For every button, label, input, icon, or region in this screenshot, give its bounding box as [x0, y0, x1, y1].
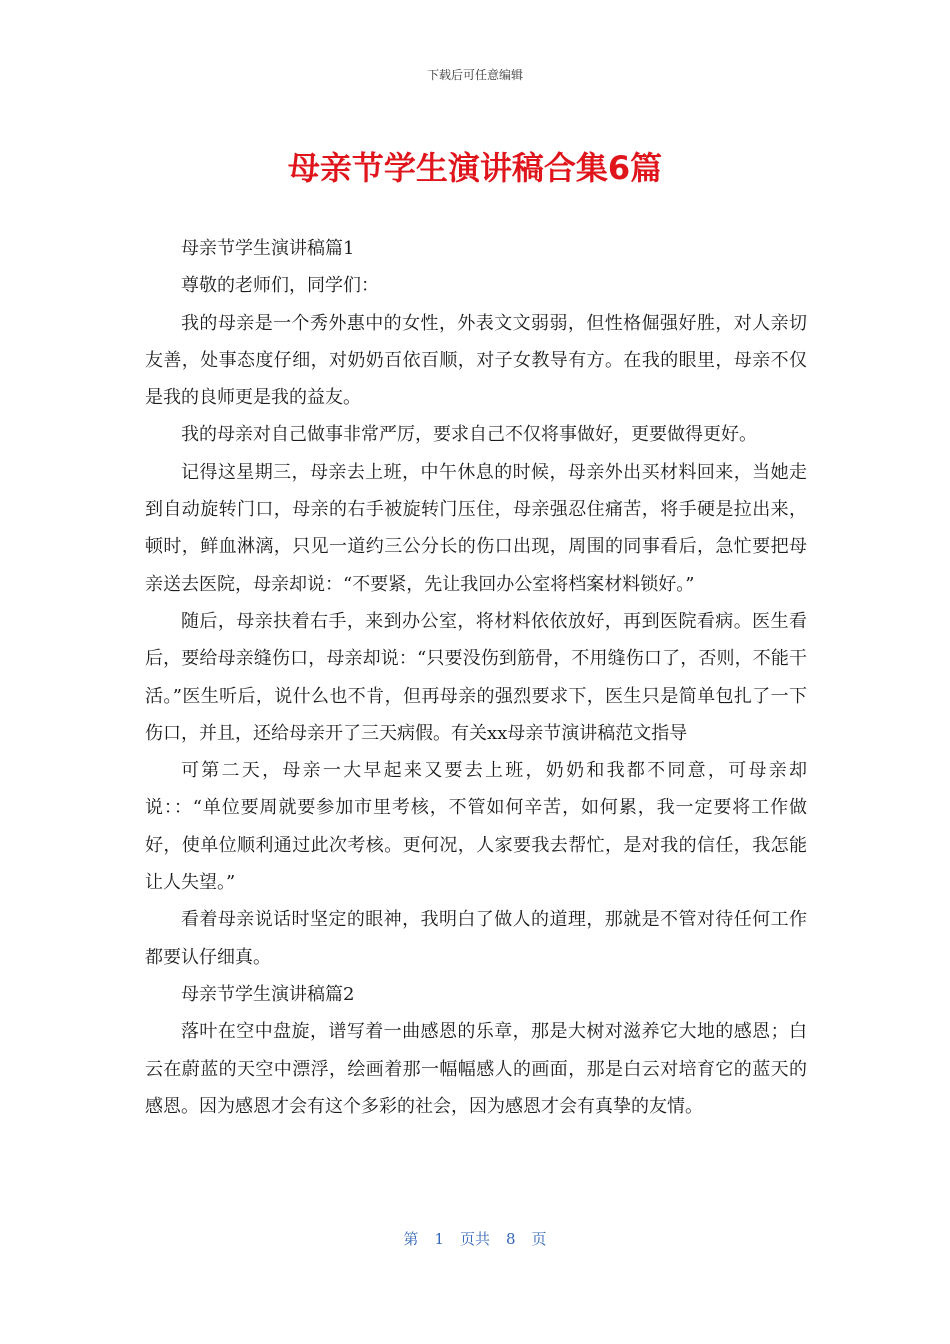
- footer-page-end: 页: [531, 1230, 547, 1248]
- body-paragraph: 可第二天，母亲一大早起来又要去上班，奶奶和我都不同意，可母亲却说：：“单位要周就要参加市里考核，不管如何辛苦，如何累，我一定要将工作做好，使单位顺利通过此次考核。更何况，人家要我去帮忙，是对我的信任，我怎能让人失望。”: [145, 760, 807, 894]
- document-title: 母亲节学生演讲稿合集6篇: [287, 149, 663, 187]
- body-paragraph: 我的母亲对自己做事非常严厉，要求自己不仅将事做好，更要做得更好。: [181, 424, 757, 446]
- page-footer: [0, 1228, 950, 1249]
- body-paragraph: 随后，母亲扶着右手，来到办公室，将材料依依放好，再到医院看病。医生看后，要给母亲缝伤口，母亲却说：“只要没伤到筋骨，不用缝伤口了，否则，不能干活。”医生听后，说什么也不肯，但再母亲的强烈要求下，医生只是简单包扎了一下伤口，并且，还给母亲开了三天病假。有关xx母亲节演讲稿范文指导: [145, 610, 807, 744]
- footer-page-label: 第: [403, 1230, 419, 1248]
- section-heading-2: 母亲节学生演讲稿篇2: [181, 983, 355, 1005]
- footer-page-total: 8: [506, 1230, 516, 1248]
- salutation: 尊敬的老师们，同学们：: [181, 275, 379, 297]
- body-paragraph: 看着母亲说话时坚定的眼神，我明白了做人的道理，那就是不管对待任何工作都要认仔细真。: [145, 909, 807, 968]
- body-paragraph: 落叶在空中盘旋，谱写着一曲感恩的乐章，那是大树对滋养它大地的感恩；白云在蔚蓝的天空中漂浮，绘画着那一幅幅感人的画面，那是白云对培育它的蓝天的感恩。因为感恩才会有这个多彩的社会，因为感恩才会有真挚的友情。: [145, 1021, 807, 1117]
- header-note: 下载后可任意编辑: [426, 68, 523, 82]
- footer-page-mid: 页共: [459, 1230, 490, 1248]
- body-paragraph: 记得这星期三，母亲去上班，中午休息的时候，母亲外出买材料回来，当她走到自动旋转门口，母亲的右手被旋转门压住，母亲强忍住痛苦，将手硬是拉出来，顿时，鲜血淋漓，只见一道约三公分长的伤口出现，周围的同事看后，急忙要把母亲送去医院，母亲却说：“不要紧，先让我回办公室将档案材料锁好。”: [145, 461, 807, 595]
- footer-page-number: 1: [434, 1230, 444, 1248]
- document-body: [145, 230, 807, 1125]
- body-paragraph: 我的母亲是一个秀外惠中的女性，外表文文弱弱，但性格倔强好胜，对人亲切友善，处事态度仔细，对奶奶百依百顺，对子女教导有方。在我的眼里，母亲不仅是我的良师更是我的益友。: [145, 312, 807, 409]
- section-heading-1: 母亲节学生演讲稿篇1: [181, 238, 355, 259]
